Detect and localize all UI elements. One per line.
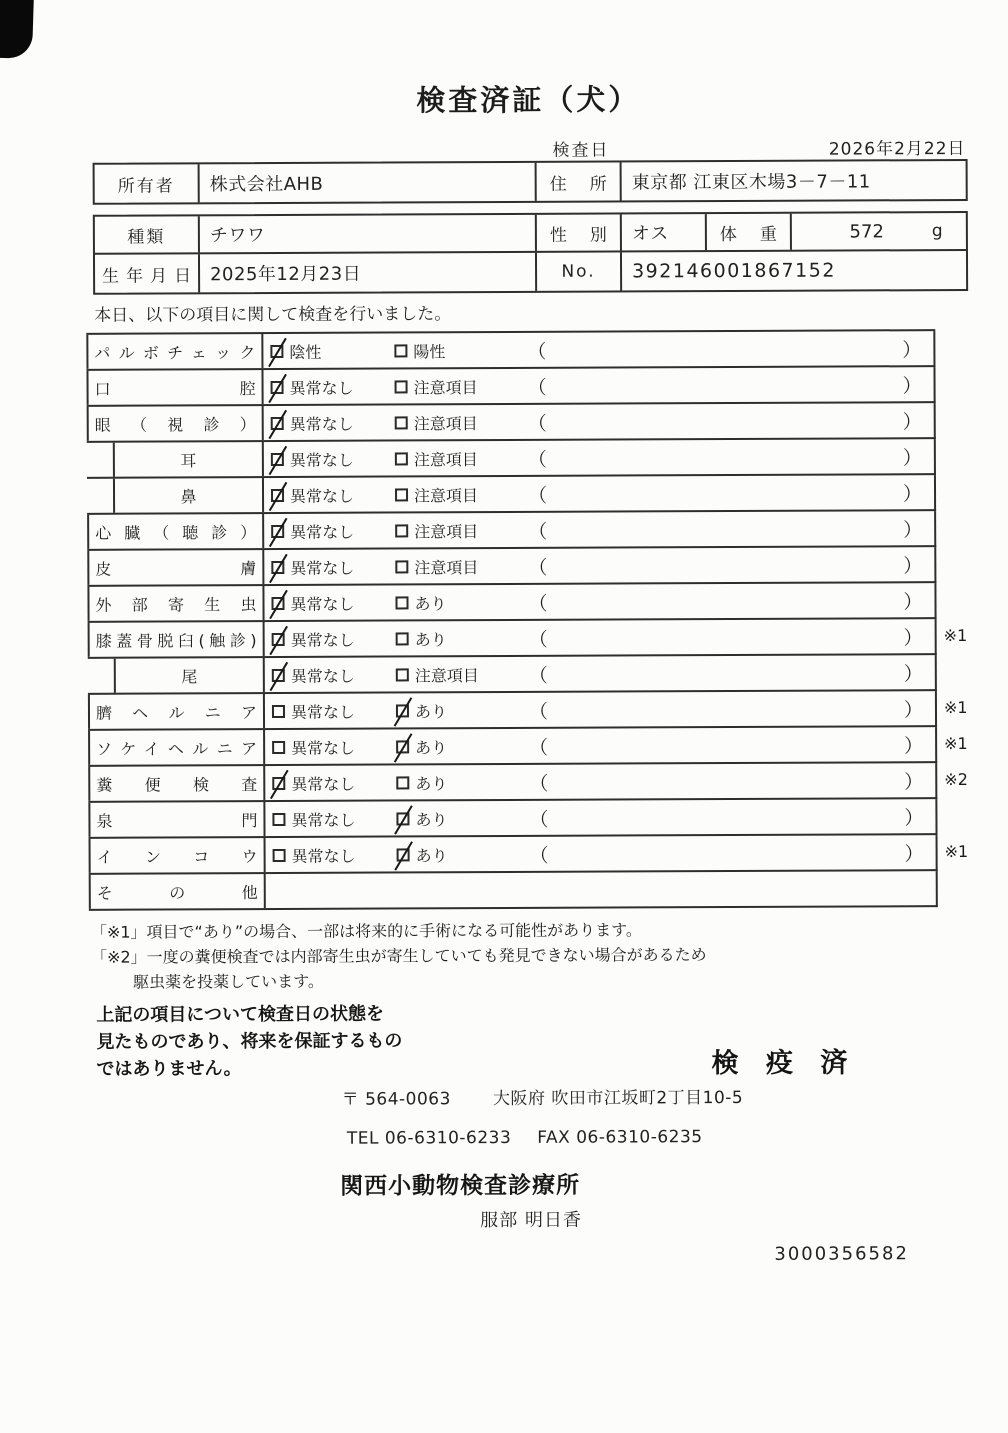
remarks-paren-close: ）	[903, 698, 924, 721]
remarks-paren-close: ）	[903, 518, 923, 541]
option-1	[270, 339, 394, 363]
item-label: 鼻	[180, 486, 197, 506]
option-1	[271, 375, 395, 399]
option-2	[396, 698, 529, 722]
checkbox-icon	[272, 704, 285, 717]
option-1	[271, 411, 395, 435]
checkbox-icon	[272, 668, 285, 681]
birthdate-value-cell	[198, 253, 535, 292]
inspection-date-row	[89, 134, 965, 162]
footnotes	[91, 917, 707, 995]
option-2-label: あり	[415, 737, 448, 757]
remarks-paren-open: （	[528, 520, 548, 543]
checkbox-icon	[396, 704, 409, 717]
document-title: 検査済証（犬）	[416, 82, 641, 118]
footnote-ref: ※2	[944, 769, 968, 790]
option-1-label: 異常なし	[290, 702, 356, 722]
option-2	[395, 482, 528, 506]
item-label: 膝蓋骨脱臼(触診)	[95, 630, 257, 651]
option-1	[271, 447, 395, 471]
footnote-ref: ※1	[944, 841, 969, 862]
item-label: 外部寄生虫	[95, 594, 257, 615]
item-label: 泉門	[96, 810, 258, 831]
remarks-paren-close: ）	[904, 734, 924, 757]
remarks-paren-close: ）	[902, 338, 922, 361]
option-1-label: 異常なし	[291, 810, 356, 830]
number-label-cell	[535, 252, 620, 290]
option-1-label: 異常なし	[290, 522, 355, 542]
owner-value: 株式会社AHB	[209, 173, 324, 196]
item-label-cell	[113, 442, 264, 477]
remarks-paren-open: （	[528, 700, 549, 723]
option-2	[395, 446, 528, 470]
remarks-paren-open: （	[529, 736, 549, 759]
option-2-label: 注意項目	[413, 485, 479, 505]
option-1-label: 異常なし	[291, 738, 356, 758]
option-2	[394, 338, 527, 362]
option-2-label: あり	[415, 845, 448, 865]
disclaimer-line-1: 上記の項目について検査日の状態を	[96, 1003, 384, 1026]
remarks-paren-open: （	[528, 592, 548, 615]
clinic-fax: FAX 06-6310-6235	[537, 1127, 703, 1148]
item-label: インコウ	[96, 846, 258, 867]
clinic-tel: TEL 06-6310-6233	[346, 1127, 512, 1149]
checkbox-icon	[394, 344, 407, 357]
serial-number: 3000356582	[774, 1243, 909, 1265]
footnote-ref: ※1	[943, 697, 968, 718]
checkbox-icon	[396, 740, 409, 753]
item-label-cell	[88, 766, 265, 801]
remarks-paren-open: （	[529, 808, 549, 831]
item-label-cell	[89, 874, 266, 909]
item-label: 皮膚	[95, 558, 257, 579]
remarks-paren-open: （	[527, 376, 547, 399]
birthdate-value: 2025年12月23日	[210, 263, 362, 286]
checklist-row-other	[89, 871, 938, 911]
item-label-cell	[87, 514, 264, 549]
checkbox-icon	[271, 488, 284, 501]
item-label-cell	[88, 694, 265, 729]
remarks-paren-close: ）	[902, 482, 923, 505]
footnote-2: 「※2」一度の糞便検査では内部寄生虫が寄生していても発見できない場合があるため	[91, 945, 707, 967]
weight-unit: g	[931, 221, 943, 242]
remarks-paren-close: ）	[902, 410, 922, 433]
remarks-paren-open: （	[528, 664, 548, 687]
item-label-cell	[86, 370, 263, 405]
sex-label-cell	[535, 214, 620, 250]
quarantine-stamp: 検 疫 済	[711, 1047, 857, 1080]
item-label: 糞便検査	[96, 774, 258, 795]
remarks-paren-close: ）	[902, 446, 922, 469]
checklist-row-parvo	[86, 331, 935, 371]
intro-text: 本日、以下の項目に関して検査を行いました。	[94, 304, 452, 326]
item-label-cell	[88, 730, 265, 765]
option-1-label: 異常なし	[289, 486, 355, 506]
sex-value: オス	[631, 223, 669, 245]
owner-value-cell	[198, 163, 535, 202]
option-2-label: 注意項目	[413, 377, 478, 397]
footnote-2-continued: 駆虫薬を投薬しています。	[133, 971, 324, 992]
option-2-label: あり	[414, 629, 447, 649]
item-label: 眼（視診）	[94, 414, 256, 435]
footnote-ref: ※1	[944, 733, 968, 754]
owner-label: 所有者	[117, 175, 175, 197]
checkbox-icon	[395, 380, 408, 393]
option-2	[395, 590, 528, 614]
option-2	[396, 734, 529, 758]
remarks-paren-open: （	[528, 556, 548, 579]
breed-value: チワワ	[209, 225, 266, 247]
checkbox-icon	[396, 632, 409, 645]
option-2-label: 注意項目	[414, 557, 479, 577]
number-label: No.	[561, 261, 596, 282]
checkbox-icon	[395, 560, 408, 573]
item-label-cell	[87, 406, 264, 441]
checkbox-icon	[395, 452, 408, 465]
option-2	[396, 806, 529, 830]
option-2-label: 注意項目	[414, 665, 479, 685]
inspection-date-value: 2026年2月22日	[828, 138, 966, 160]
option-1-label: 異常なし	[291, 774, 356, 794]
weight-value: 572	[849, 220, 884, 242]
animal-info-table	[93, 211, 968, 295]
owner-row	[95, 161, 966, 203]
option-1-label: 異常なし	[290, 630, 355, 650]
option-2-label: 注意項目	[413, 449, 478, 469]
checkbox-icon	[271, 560, 284, 573]
breed-label: 種類	[127, 226, 166, 248]
option-1-label: 異常なし	[289, 414, 354, 434]
option-2-label: 注意項目	[414, 521, 479, 541]
option-2-label: 注意項目	[413, 413, 478, 433]
option-1-label: 異常なし	[289, 378, 354, 398]
owner-label-cell	[95, 164, 198, 202]
option-2-label: あり	[415, 773, 448, 793]
birthdate-label: 生年月日	[102, 265, 192, 287]
address-value: 東京都 江東区木場3－7－11	[631, 171, 871, 194]
item-label: パルボチェック	[94, 342, 256, 363]
birthdate-row	[95, 251, 966, 293]
disclaimer-text	[96, 1000, 402, 1082]
item-label-cell	[86, 334, 263, 369]
sex-value-cell	[620, 214, 705, 250]
option-2-label: あり	[414, 593, 447, 613]
veterinarian-name: 服部 明日香	[480, 1209, 582, 1232]
breed-value-cell	[198, 215, 535, 252]
checklist-row-tail	[88, 655, 937, 695]
item-label-cell	[87, 586, 264, 621]
remarks-paren-open: （	[528, 628, 548, 651]
checklist-row-heart	[87, 511, 936, 551]
checkbox-icon	[271, 416, 284, 429]
option-2	[395, 410, 528, 434]
remarks-paren-close: ）	[904, 770, 924, 793]
checkbox-icon	[272, 740, 285, 753]
item-label-cell	[89, 838, 266, 873]
item-label-cell	[88, 622, 265, 657]
remarks-paren-open: （	[529, 844, 549, 867]
checkbox-icon	[271, 596, 284, 609]
item-label-cell	[88, 802, 265, 837]
remarks-paren-close: ）	[902, 374, 922, 397]
checkbox-icon	[271, 452, 284, 465]
option-1	[272, 807, 396, 831]
checklist-row-fontanelle	[88, 799, 937, 839]
remarks-paren-open: （	[527, 340, 547, 363]
weight-value-cell	[790, 213, 966, 250]
sex-label: 性別	[549, 225, 607, 246]
option-1	[271, 555, 395, 579]
checkbox-icon	[272, 776, 285, 789]
remarks-paren-close: ）	[903, 590, 923, 613]
checkbox-icon	[395, 488, 408, 501]
clinic-phone-line	[347, 1127, 703, 1149]
option-2	[396, 770, 529, 794]
number-value-cell	[620, 251, 966, 291]
option-1	[272, 663, 396, 687]
checkbox-icon	[270, 344, 283, 357]
option-2	[395, 518, 528, 542]
remarks-paren-close: ）	[904, 806, 924, 829]
checkbox-icon	[395, 416, 408, 429]
checklist-row-skin	[87, 547, 936, 587]
item-label: 尾	[181, 666, 198, 686]
checklist-table	[86, 329, 969, 911]
checkbox-icon	[272, 812, 285, 825]
checklist-row-eyes	[87, 403, 936, 443]
checklist-row-fecal-exam	[88, 763, 968, 803]
remarks-paren-close: ）	[903, 554, 923, 577]
remarks-paren-close: ）	[903, 662, 923, 685]
option-2	[395, 374, 528, 398]
remarks-paren-open: （	[527, 484, 548, 507]
checklist-row-inguinal-hernia	[88, 727, 968, 767]
option-1-label: 異常なし	[291, 846, 356, 866]
checkbox-icon	[395, 524, 408, 537]
checkbox-icon	[271, 380, 284, 393]
option-2-label: 陽性	[413, 341, 446, 361]
option-1-label: 異常なし	[290, 666, 355, 686]
option-1	[271, 483, 395, 507]
checkbox-icon	[396, 776, 409, 789]
option-1	[271, 519, 395, 543]
clinic-address-line	[342, 1083, 744, 1110]
item-label: 耳	[180, 450, 197, 470]
option-2	[396, 626, 529, 650]
number-value: 392146001867152	[632, 259, 836, 283]
option-2-label: あり	[415, 809, 448, 829]
remarks-paren-close: ）	[904, 842, 924, 865]
remarks-paren-open: （	[529, 772, 549, 795]
item-label-cell	[113, 478, 264, 513]
checklist-row-umbilical-hernia	[88, 691, 968, 731]
option-1	[273, 843, 397, 867]
remarks-paren-open: （	[527, 412, 547, 435]
option-1	[272, 699, 396, 723]
option-1	[271, 591, 395, 615]
item-label-cell	[114, 658, 265, 693]
option-1-label: 陰性	[289, 342, 322, 362]
option-1	[272, 735, 396, 759]
inspection-date-label: 検査日	[552, 140, 610, 161]
checkbox-icon	[271, 524, 284, 537]
option-2	[397, 842, 530, 866]
breed-label-cell	[95, 216, 198, 252]
scan-corner-artifact	[0, 0, 34, 59]
weight-label-cell	[705, 214, 790, 250]
clinic-name: 関西小動物検査診療所	[339, 1172, 581, 1200]
checkbox-icon	[396, 668, 409, 681]
item-label: 臍ヘルニア	[95, 702, 258, 723]
checklist-row-patella	[88, 619, 968, 659]
option-1-label: 異常なし	[289, 450, 354, 470]
option-1	[272, 627, 396, 651]
checkbox-icon	[273, 848, 286, 861]
clinic-postal-code: 〒 564-0063	[341, 1089, 451, 1110]
disclaimer-line-2: 見たものであり、将来を保証するもの	[96, 1030, 403, 1053]
birthdate-label-cell	[95, 254, 198, 292]
option-1-label: 異常なし	[290, 558, 355, 578]
item-label: 心臓（聴診）	[95, 522, 257, 543]
checklist-row-ears	[87, 439, 936, 479]
breed-row	[95, 213, 966, 255]
option-1-label: 異常なし	[290, 594, 355, 614]
clinic-address: 大阪府 吹田市江坂町2丁目10-5	[492, 1087, 744, 1110]
option-2	[395, 554, 528, 578]
checkbox-icon	[397, 848, 410, 861]
checklist-row-mouth	[86, 367, 935, 407]
checkbox-icon	[396, 812, 409, 825]
checkbox-icon	[395, 596, 408, 609]
checklist-row-cryptorchidism	[89, 835, 969, 875]
option-2-label: あり	[414, 701, 448, 721]
item-label: ソケイヘルニア	[96, 738, 258, 759]
remarks-paren-close: ）	[903, 626, 923, 649]
disclaimer-line-3: ではありません。	[96, 1058, 242, 1080]
item-label: 口腔	[94, 378, 256, 399]
option-1	[272, 771, 396, 795]
item-label: その他	[96, 882, 258, 903]
item-label-cell	[87, 550, 264, 585]
checkbox-icon	[272, 632, 285, 645]
address-label-cell	[535, 162, 620, 200]
footnote-ref: ※1	[943, 625, 968, 646]
option-2	[396, 662, 529, 686]
address-value-cell	[620, 161, 966, 201]
remarks-paren-open: （	[527, 448, 547, 471]
checklist-row-external-parasites	[87, 583, 936, 623]
address-label: 住所	[549, 174, 607, 195]
weight-label: 体重	[719, 224, 777, 245]
footnote-1: 「※1」項目で“あり”の場合、一部は将来的に手術になる可能性があります。	[90, 920, 642, 942]
checklist-row-nose	[87, 475, 936, 515]
owner-table	[93, 159, 968, 205]
